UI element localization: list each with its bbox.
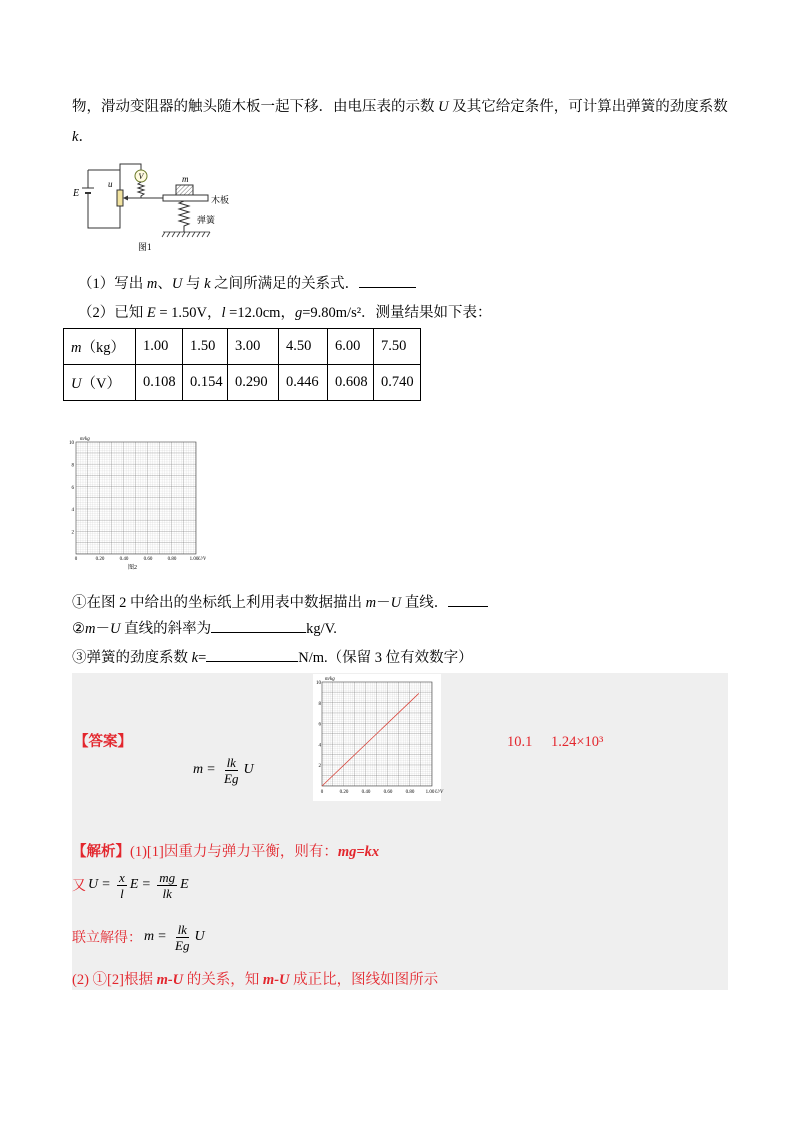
variable-U: U <box>109 621 121 637</box>
analysis-label: 【解析】 <box>72 844 130 860</box>
analysis-line-3 <box>72 920 205 954</box>
x-axis-label: U/V <box>198 557 206 562</box>
variable-m: m <box>85 621 96 637</box>
x-tick-label: 0 <box>74 557 78 562</box>
answer-formula <box>193 752 254 788</box>
formula-lhs: m <box>193 762 204 777</box>
question-text: = 1.50V， <box>155 305 222 321</box>
analysis-line-2 <box>72 868 189 902</box>
y-tick-label: 6 <box>71 485 74 491</box>
fraction <box>222 755 240 786</box>
y-tick-label: 10 <box>316 681 321 686</box>
dash: － <box>95 621 110 637</box>
intro-text: 及其它给定条件，可计算出弹簧的劲度系数 <box>448 99 728 115</box>
question-1 <box>78 274 416 293</box>
y-axis-label: m/kg <box>80 437 90 442</box>
label-E: E <box>73 188 80 199</box>
row-header-voltage <box>64 365 136 401</box>
formula-lhs: m <box>144 929 155 944</box>
answer-slope-value: 10.1 <box>507 734 533 750</box>
analysis-text: (1)[1]因重力与弹力平衡，则有： <box>130 844 338 860</box>
variable-k: k <box>72 129 79 145</box>
question-text: =9.80m/s²．测量结果如下表： <box>302 305 492 321</box>
x-tick-label: 0.40 <box>361 790 371 795</box>
figure-2-graph-paper <box>64 434 206 574</box>
label-u: u <box>108 179 113 189</box>
variable-U: U <box>171 276 183 292</box>
question-text: 之间所满足的关系式． <box>210 276 360 292</box>
formula-term: E <box>180 877 189 892</box>
question-text: （1）写出 <box>78 276 147 292</box>
x-tick-label: 0 <box>320 790 324 795</box>
label-m: m <box>182 174 189 184</box>
table-cell: 0.290 <box>228 365 279 401</box>
analysis-text: 的关系，知 <box>183 972 263 988</box>
numerator: lk <box>226 754 236 770</box>
variable-k: k <box>191 650 199 666</box>
x-axis-label: U/V <box>435 790 444 795</box>
table-cell: 0.740 <box>374 365 421 401</box>
sub-question-1 <box>72 593 488 612</box>
variable-m: m <box>365 595 377 611</box>
variable-g: g <box>294 305 303 321</box>
x-tick-label: 0.20 <box>339 790 349 795</box>
table-cell: 0.608 <box>328 365 374 401</box>
sub-question-2 <box>72 619 337 638</box>
table-cell: 4.50 <box>279 329 328 365</box>
answer-blank <box>448 593 488 607</box>
rheostat-resistor <box>117 190 123 206</box>
formula-rhs: U <box>194 929 205 944</box>
analysis-text: (2) ①[2]根据 <box>72 972 157 988</box>
intro-line-2 <box>72 128 93 146</box>
ground <box>162 232 210 237</box>
wooden-board <box>163 195 208 201</box>
question-2 <box>78 304 492 322</box>
equation-mg-kx: mg=kx <box>337 844 380 860</box>
row-header-mass <box>64 329 136 365</box>
variable-U: U <box>390 595 402 611</box>
x-tick-label: 1.00 <box>189 557 199 562</box>
y-axis-label: m/kg <box>325 677 335 682</box>
voltmeter-lead-spring <box>138 182 144 198</box>
table-cell: 3.00 <box>228 329 279 365</box>
variable-U: U <box>71 376 82 392</box>
formula-term: E <box>129 877 139 892</box>
spring <box>179 201 189 232</box>
figure-1-caption: 图1 <box>138 242 152 252</box>
sub-question-3 <box>72 648 473 667</box>
table-cell: 0.154 <box>183 365 228 401</box>
variable-m: m <box>71 340 82 356</box>
analysis-prefix: 联立解得： <box>72 931 142 946</box>
unit-label: （kg） <box>81 340 125 356</box>
variable-m-U: m-U <box>262 972 290 988</box>
y-tick-label: 8 <box>318 701 321 707</box>
question-text: ③弹簧的劲度系数 <box>72 650 192 666</box>
question-text: =12.0cm， <box>225 305 295 321</box>
y-tick-label: 2 <box>71 530 74 536</box>
answer-graph <box>313 674 447 801</box>
table-cell: 0.108 <box>136 365 183 401</box>
formula-rhs: U <box>243 762 254 777</box>
x-tick-label: 0.20 <box>95 557 105 562</box>
analysis-line-1 <box>72 843 379 861</box>
y-tick-label: 2 <box>318 764 321 770</box>
variable-U: U <box>438 99 449 115</box>
intro-line-1 <box>72 98 728 116</box>
slider-arrow <box>123 196 128 201</box>
x-tick-label: 0.60 <box>383 790 393 795</box>
analysis-prefix: 又 <box>72 879 86 894</box>
equals-sign: = <box>198 650 207 666</box>
voltmeter <box>135 170 147 182</box>
unit-and-note: N/m.（保留 3 位有效数字） <box>298 650 473 666</box>
numerator: mg <box>159 869 176 885</box>
variable-l: l <box>221 305 226 321</box>
equals-sign: = <box>102 877 111 892</box>
denominator: Eg <box>224 770 239 786</box>
question-text: 直线． <box>401 595 449 611</box>
question-text: 与 <box>182 276 205 292</box>
intro-text: 物，滑动变阻器的触头随木板一起下移．由电压表的示数 <box>72 99 439 115</box>
equals-sign: = <box>207 762 216 777</box>
fraction <box>173 922 191 953</box>
figure-1-circuit-diagram <box>70 160 250 255</box>
table-cell: 1.00 <box>136 329 183 365</box>
x-tick-label: 0.40 <box>119 557 129 562</box>
question-number: ② <box>72 621 85 637</box>
y-tick-label: 6 <box>318 722 321 728</box>
variable-m: m <box>146 276 158 292</box>
measurement-table <box>63 328 421 401</box>
table-row-mass <box>64 329 421 365</box>
answer-blank <box>206 648 298 662</box>
table-cell: 7.50 <box>374 329 421 365</box>
equals-sign: = <box>158 929 167 944</box>
label-V: V <box>138 172 144 181</box>
x-tick-label: 1.00 <box>425 790 435 795</box>
mass-block <box>176 185 193 195</box>
question-text: 、 <box>157 276 172 292</box>
fraction <box>117 870 127 901</box>
answer-blank <box>211 619 306 633</box>
unit-label: kg/V. <box>306 621 337 637</box>
battery-symbol <box>82 188 94 193</box>
dash: － <box>376 595 391 611</box>
question-text: 直线的斜率为 <box>120 621 212 637</box>
circuit-wires <box>88 164 141 228</box>
variable-E: E <box>146 305 156 321</box>
denominator: Eg <box>175 937 190 953</box>
question-text: （2）已知 <box>78 305 147 321</box>
table-cell: 1.50 <box>183 329 228 365</box>
x-tick-label: 0.80 <box>167 557 177 562</box>
numerator: lk <box>177 921 187 937</box>
numerator: x <box>119 869 125 885</box>
analysis-line-4 <box>72 971 438 989</box>
denominator: l <box>120 885 124 901</box>
grid-major <box>76 442 196 554</box>
variable-m-U: m-U <box>156 972 184 988</box>
y-tick-label: 4 <box>318 743 321 749</box>
y-tick-label: 4 <box>71 508 74 514</box>
figure-2-caption: 图2 <box>128 565 138 571</box>
answer-blank <box>359 274 416 288</box>
answer-label: 【答案】 <box>74 734 132 750</box>
x-tick-label: 0.60 <box>143 557 153 562</box>
unit-label: （V） <box>81 376 121 392</box>
answer-k-value: 1.24×10³ <box>551 734 604 750</box>
denominator: lk <box>162 885 172 901</box>
label-board: 木板 <box>211 195 230 205</box>
label-spring: 弹簧 <box>197 215 216 225</box>
table-cell: 0.446 <box>279 365 328 401</box>
y-tick-label: 10 <box>69 441 74 446</box>
y-tick-label: 8 <box>71 463 74 469</box>
x-tick-label: 0.80 <box>405 790 415 795</box>
variable-k: k <box>204 276 211 292</box>
fraction <box>157 870 177 901</box>
table-row-voltage <box>64 365 421 401</box>
table-cell: 6.00 <box>328 329 374 365</box>
intro-text: ． <box>78 129 93 145</box>
formula-lhs: U <box>88 877 99 892</box>
question-text: ①在图 2 中给出的坐标纸上利用表中数据描出 <box>72 595 366 611</box>
analysis-text: 成正比，图线如图所示 <box>289 972 439 988</box>
equals-sign: = <box>142 877 151 892</box>
